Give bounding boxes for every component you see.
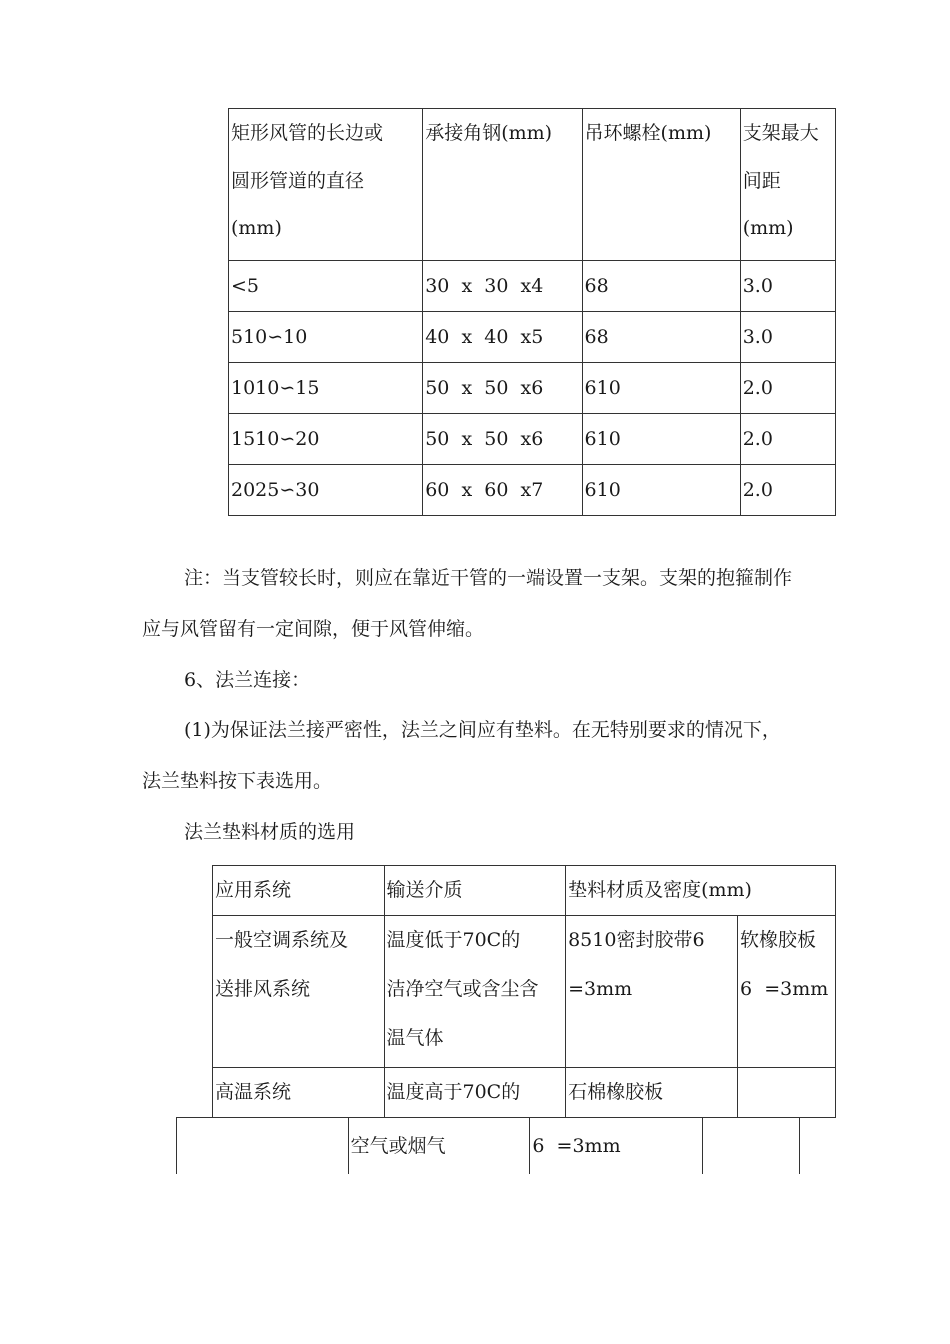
cell-line: =3mm xyxy=(568,978,633,1000)
note-line-2: 应与风管留有一定间隙，便于风管伸缩。 xyxy=(142,618,485,640)
header-line: 支架最大 xyxy=(742,122,819,144)
table-cell: 1010∽15 xyxy=(229,363,423,414)
table-cell xyxy=(702,1118,799,1175)
cell-line: 8510密封胶带6 xyxy=(568,929,705,951)
header-line: (mm) xyxy=(742,217,794,239)
table-cell: 610 xyxy=(582,414,740,465)
table-cell: 60 x 60 x7 xyxy=(423,465,582,516)
table-row xyxy=(213,1068,836,1118)
cell-line: 6 =3mm xyxy=(740,978,829,1000)
table-cell: 空气或烟气 xyxy=(348,1118,530,1175)
table-cell: 40 x 40 x5 xyxy=(423,312,582,363)
table-cell: 68 xyxy=(582,312,740,363)
flange-gasket-table xyxy=(212,865,836,1118)
table-cell: 50 x 50 x6 xyxy=(423,363,582,414)
header-line: 间距 xyxy=(742,170,781,192)
flange-gasket-table-continued xyxy=(176,1117,800,1174)
table-cell: 3.0 xyxy=(740,312,835,363)
cell-line: 软橡胶板 xyxy=(740,929,817,951)
table-cell: 2.0 xyxy=(740,414,835,465)
header-line: 矩形风管的长边或 xyxy=(231,122,384,144)
table-row xyxy=(229,465,836,516)
table-cell: 610 xyxy=(582,363,740,414)
header-line: (mm) xyxy=(231,217,282,239)
table-cell: 2025∽30 xyxy=(229,465,423,516)
table-cell: 3.0 xyxy=(740,261,835,312)
table-row xyxy=(229,414,836,465)
table-row xyxy=(229,261,836,312)
cell-line: 温度低于70C的 xyxy=(386,929,521,951)
header-cell xyxy=(582,109,740,261)
paragraph-line-1: (1)为保证法兰接严密性，法兰之间应有垫料。在无特别要求的情况下， xyxy=(184,719,781,741)
table-row xyxy=(229,312,836,363)
header-cell: 应用系统 xyxy=(213,866,385,916)
table-cell: 石棉橡胶板 xyxy=(566,1068,738,1118)
header-line: 圆形管道的直径 xyxy=(231,170,365,192)
table-header-row xyxy=(229,109,836,261)
table-row xyxy=(229,363,836,414)
table-cell: <5 xyxy=(229,261,423,312)
table-cell: 510∽10 xyxy=(229,312,423,363)
header-cell xyxy=(229,109,423,261)
paragraph-line-2: 法兰垫料按下表选用。 xyxy=(142,770,333,792)
table-cell: 68 xyxy=(582,261,740,312)
header-cell xyxy=(740,109,835,261)
header-line: 承接角钢(mm) xyxy=(425,122,553,144)
table-cell: 50 x 50 x6 xyxy=(423,414,582,465)
table-cell: 1510∽20 xyxy=(229,414,423,465)
table-cell: 6 =3mm xyxy=(530,1118,702,1175)
header-line: 吊环螺栓(mm) xyxy=(584,122,712,144)
table-cell xyxy=(177,1118,349,1175)
note-line-1: 注：当支管较长时，则应在靠近干管的一端设置一支架。支架的抱箍制作 xyxy=(184,567,793,589)
table-cell xyxy=(566,916,738,1068)
table-cell xyxy=(738,1068,836,1118)
cell-line: 温气体 xyxy=(386,1027,444,1049)
cell-line: 洁净空气或含尘含 xyxy=(386,978,539,1000)
table-cell xyxy=(384,916,566,1068)
table-cell: 610 xyxy=(582,465,740,516)
table-header-row xyxy=(213,866,836,916)
table-cell xyxy=(213,916,385,1068)
table-cell: 2.0 xyxy=(740,363,835,414)
table-cell: 2.0 xyxy=(740,465,835,516)
table-cell: 温度高于70C的 xyxy=(384,1068,566,1118)
header-cell: 输送介质 xyxy=(384,866,566,916)
section-heading: 6、法兰连接： xyxy=(184,669,311,691)
table-cell: 30 x 30 x4 xyxy=(423,261,582,312)
header-cell xyxy=(423,109,582,261)
cell-line: 送排风系统 xyxy=(215,978,311,1000)
table-caption: 法兰垫料材质的选用 xyxy=(184,821,356,843)
table-row xyxy=(213,916,836,1068)
header-cell: 垫料材质及密度(mm) xyxy=(566,866,836,916)
table-cell xyxy=(738,916,836,1068)
table-row xyxy=(177,1118,800,1175)
table-cell: 高温系统 xyxy=(213,1068,385,1118)
cell-line: 一般空调系统及 xyxy=(215,929,349,951)
support-spacing-table xyxy=(228,108,836,516)
